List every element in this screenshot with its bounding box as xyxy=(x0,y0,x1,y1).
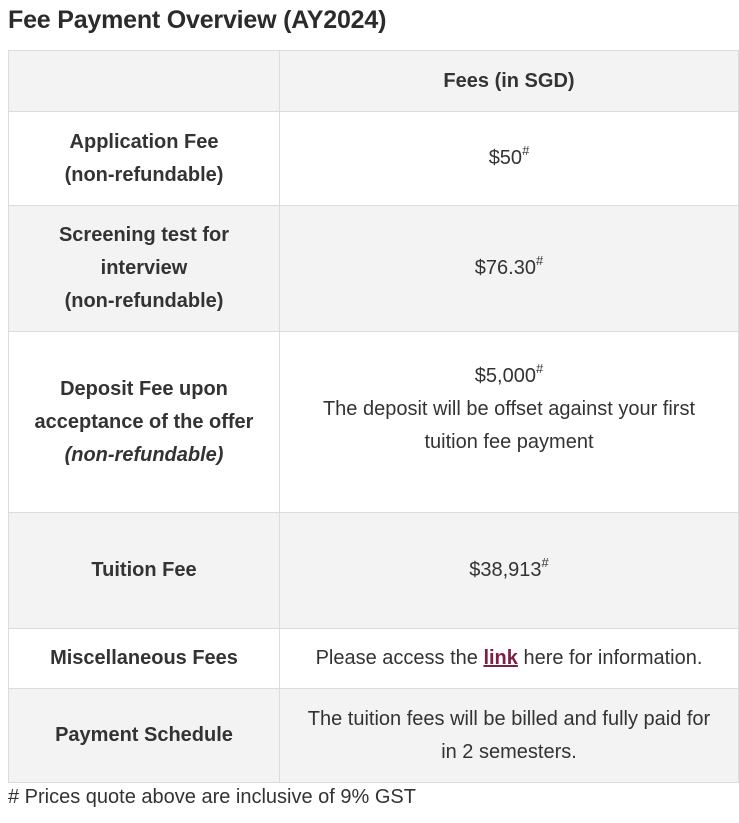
deposit-note: The deposit will be offset against your first xyxy=(322,398,696,420)
gst-mark: # xyxy=(541,555,549,571)
gst-mark: # xyxy=(535,361,544,377)
deposit-fee-label: Deposit Fee upon acceptance of the offer (non-refundable) xyxy=(9,332,280,513)
miscellaneous-fees-label: Miscellaneous Fees xyxy=(9,629,280,689)
table-row-screening-test xyxy=(9,206,739,332)
application-fee-amount: $50# xyxy=(280,112,739,206)
deposit-fee-amount: $5,000# The deposit will be offset against your first tuition fee payment xyxy=(280,332,739,513)
header-fees: Fees (in SGD) xyxy=(280,51,739,112)
table-row-application-fee xyxy=(9,112,739,206)
payment-schedule-label: Payment Schedule xyxy=(9,689,280,783)
table-row-payment-schedule xyxy=(9,689,739,783)
gst-mark: # xyxy=(535,253,544,269)
tuition-fee-amount: $38,913# xyxy=(280,513,739,629)
gst-mark: # xyxy=(522,143,530,159)
application-fee-label: Application Fee (non-refundable) xyxy=(9,112,280,206)
table-header-row xyxy=(9,51,739,112)
table-row-deposit-fee xyxy=(9,332,739,513)
misc-fees-link[interactable]: link xyxy=(483,647,518,669)
gst-footnote: # Prices quote above are inclusive of 9% GST xyxy=(8,786,416,808)
screening-test-amount: $76.30# xyxy=(280,206,739,332)
screening-test-label: Screening test for interview (non-refundable) xyxy=(9,206,280,332)
table-row-tuition-fee xyxy=(9,513,739,629)
header-empty-cell xyxy=(9,51,280,112)
miscellaneous-fees-info: Please access the link here for information. xyxy=(280,629,739,689)
table-row-miscellaneous-fees xyxy=(9,629,739,689)
fee-table xyxy=(8,50,739,783)
page-title: Fee Payment Overview (AY2024) xyxy=(8,6,387,34)
payment-schedule-info: The tuition fees will be billed and fully paid for in 2 semesters. xyxy=(280,689,739,783)
tuition-fee-label: Tuition Fee xyxy=(9,513,280,629)
